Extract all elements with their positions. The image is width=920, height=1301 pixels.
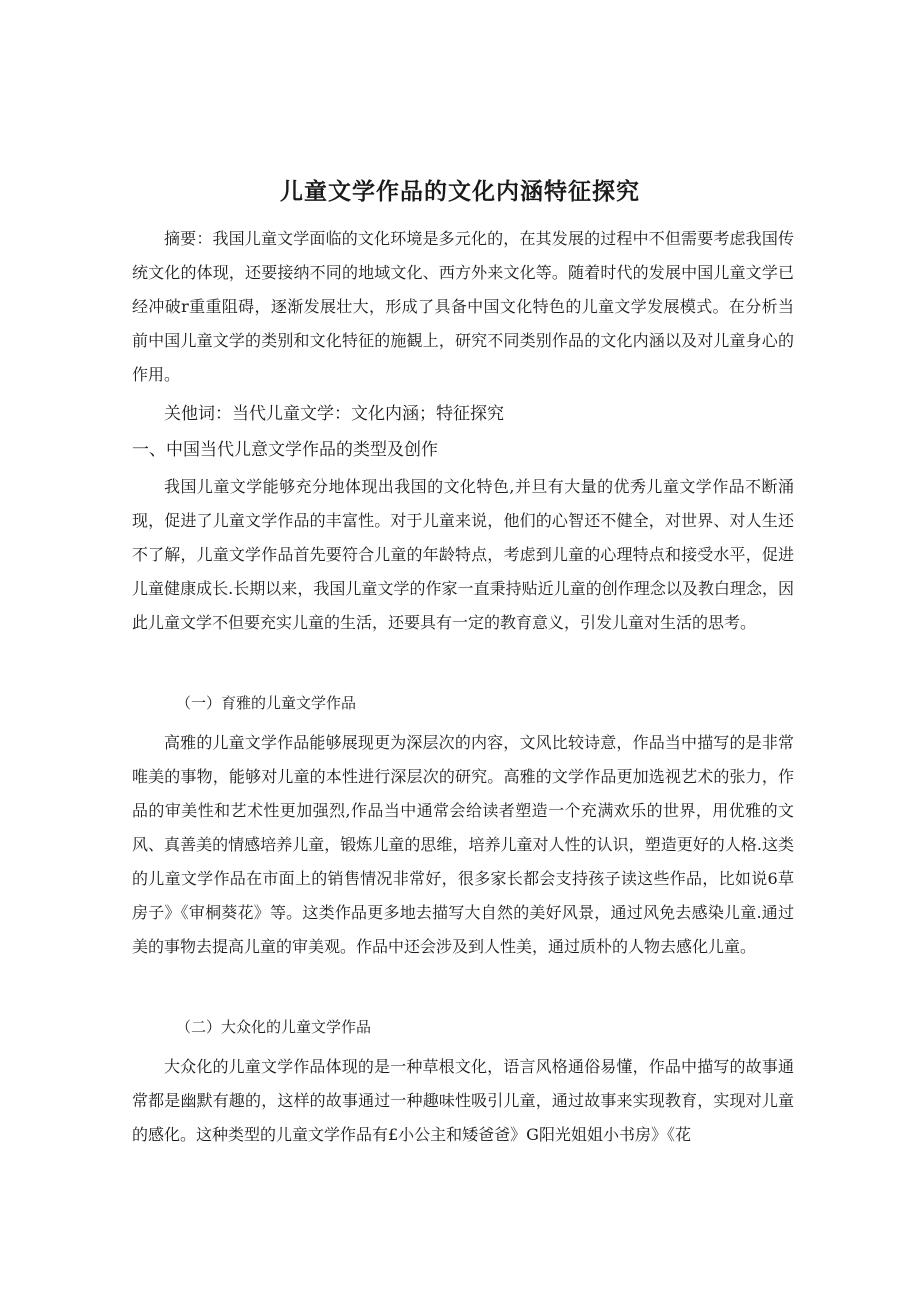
- section-1-paragraph: 我国儿童文学能够充分地体现出我国的文化特色,并旦有大量的优秀儿童文学作品不断涌现，促进了儿童文学作品的丰富性。对于儿童来说，他们的心智还不健全，对世界、对人生还不了解，儿童文学作品首先要符合儿童的年龄特点，考虑到儿童的心理特点和接受水平，促进儿童健康成长.长期以来，我国儿童文学的作家一直秉持贴近儿童的创作理念以及教白理念，因此儿童文学不但要充实儿童的生活，还要具有一定的教育意义，引发儿童对生活的思考。: [132, 477, 794, 632]
- subsection-heading-1: （一）育雅的儿童文学作品: [176, 694, 357, 712]
- document-title: 儿童文学作品的文化内涵特征探究: [280, 179, 640, 205]
- subsection-1-paragraph: 高雅的儿童文学作品能够展现更为深层次的内容，文风比较诗意，作品当中描写的是非常唯美的事物，能够对儿童的本性进行深层次的研究。高雅的文学作品更加选视艺术的张力，作品的审美性和艺术性更加强烈,作品当中通常会给读者塑造一个充满欢乐的世界，用优雅的文风、真善美的情感培养儿童，锻炼儿童的思维，培养儿童对人性的认识，塑造更好的人格.这类的儿童文学作品在市面上的销售情况非常好，很多家长都会支持孩子读这些作品，比如说6草房子》《审桐葵花》等。这类作品更多地去描写大自然的美好风景，通过风免去感染儿童.通过美的事物去提高儿童的审美观。作品中还会涉及到人性美，通过质朴的人物去感化儿童。: [132, 733, 794, 956]
- abstract-paragraph: 摘要：我国儿童文学面临的文化环境是多元化的，在其发展的过程中不但需要考虑我国传统文化的体现，还要接纳不同的地域文化、西方外来文化等。随着时代的发展中国儿童文学已经冲破r重重阻碍，逐渐发展壮大，形成了具备中国文化特色的儿童文学发展模式。在分析当前中国儿童文学的类别和文化特征的施観上，研究不同类别作品的文化内涵以及对儿童身心的作用。: [132, 229, 794, 384]
- subsection-heading-2: （二）大众化的儿童文学作品: [176, 1018, 372, 1036]
- subsection-2-paragraph: 大众化的儿童文学作品体现的是一种草根文化，语言风格通俗易懂，作品中描写的故事通常都是幽默有趣的，这样的故事通过一种趣味性吸引儿童，通过故事来实现教育，实现对儿童的感化。这种类型的儿童文学作品有£小公主和矮爸爸》G阳光姐姐小书房》《花: [132, 1057, 794, 1144]
- section-heading-1: 一、中国当代儿意文学作品的类型及创作: [132, 440, 438, 460]
- keywords-line: 关他词：当代儿童文学：文化内涵；特征探究: [164, 404, 504, 424]
